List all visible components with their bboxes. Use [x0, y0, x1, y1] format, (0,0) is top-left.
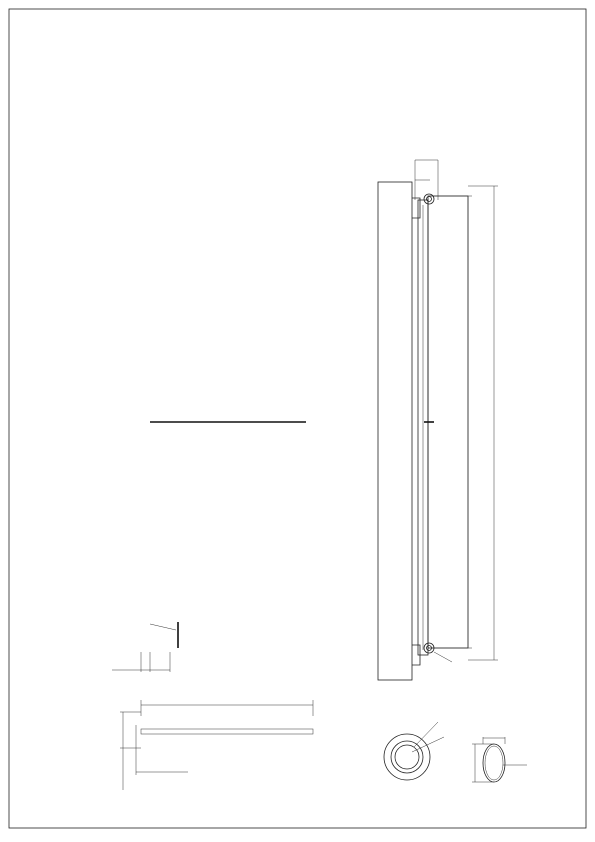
round-inner-circle — [395, 745, 419, 769]
top-valve-inner — [427, 197, 432, 202]
oval-outer — [483, 744, 505, 782]
round-wall-circle — [391, 741, 423, 773]
wall-outline — [378, 182, 412, 680]
plan-upright-bar — [141, 729, 313, 734]
plan-view — [120, 700, 313, 790]
oval-section — [472, 737, 527, 782]
block-flow-leader — [150, 624, 176, 630]
oval-inner — [485, 746, 503, 780]
front-view — [112, 422, 306, 672]
round-section — [384, 722, 444, 780]
top-bracket — [412, 198, 420, 218]
thread-leader — [434, 652, 452, 662]
side-view — [378, 160, 498, 680]
round-leader-outer — [414, 722, 438, 747]
top-valve-outer — [424, 194, 434, 204]
